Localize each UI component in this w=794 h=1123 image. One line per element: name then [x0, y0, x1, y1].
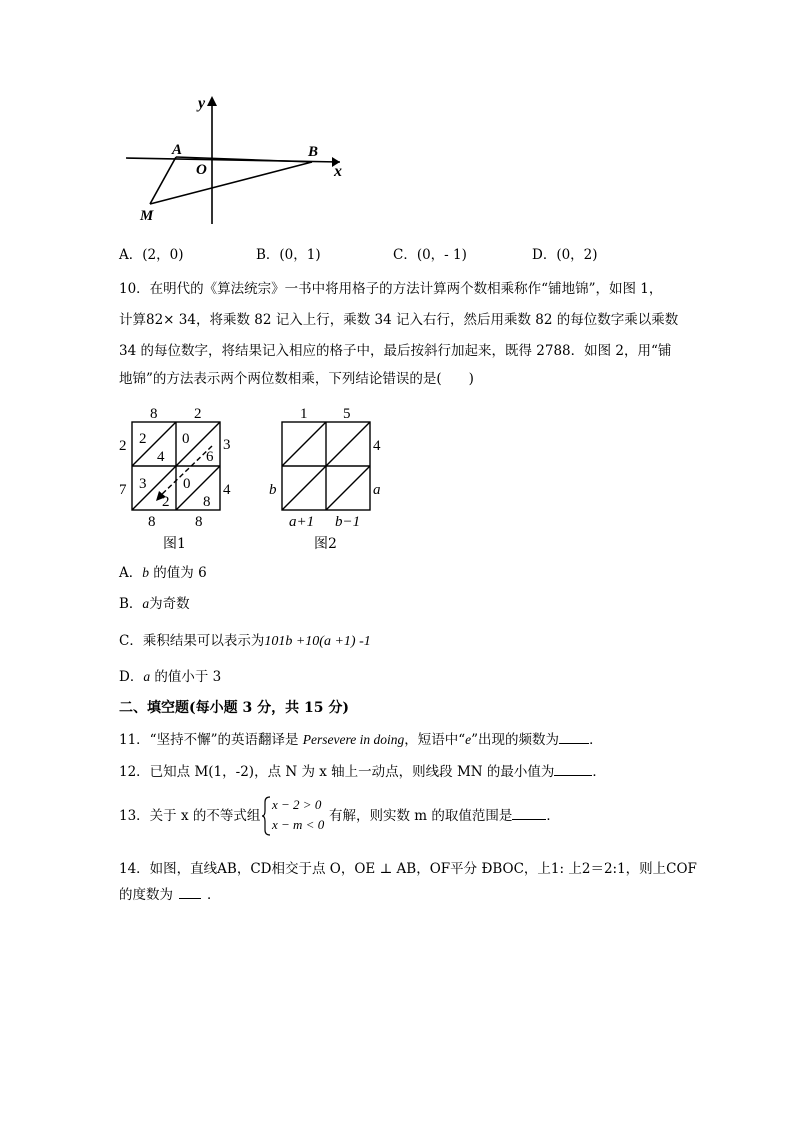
right-digit-1: 3: [223, 437, 231, 453]
right-digit-top: 4: [373, 438, 381, 454]
inequality-2: x − m < 0: [272, 817, 325, 832]
lattice-figure-1: [112, 402, 242, 554]
label-x: x: [334, 163, 342, 180]
figure-1-caption: 图1: [163, 536, 186, 552]
q10-line-2: 计算82× 34，将乘数 82 记入上行，乘数 34 记入右行，然后用乘数 82 的每位数字乘以乘数: [119, 312, 679, 328]
cell-br-upper: 0: [183, 476, 191, 492]
segment-AM: [150, 157, 176, 204]
label-O: O: [196, 162, 207, 178]
lattice-figure-2: [262, 402, 392, 554]
section-2-heading: 二、填空题(每小题 3 分，共 15 分): [119, 700, 349, 716]
top-digit-1: 8: [150, 406, 158, 422]
figure-2-caption: 图2: [314, 536, 337, 552]
q10-option-c: C．乘积结果可以表示为101b +10(a +1) -1: [119, 633, 371, 649]
product-expression: 101b +10(a +1) -1: [264, 634, 371, 649]
q14-line-2: 的度数为 ．: [119, 884, 221, 905]
q9-coordinate-figure: [118, 92, 358, 232]
q10-option-d: D．a 的值小于 3: [119, 669, 222, 685]
diag-tr: [326, 422, 370, 466]
q11: 11．“坚持不懈”的英语翻译是 Persevere in doing，短语中“e”出现的频数为 ．: [119, 729, 603, 750]
cell-tl-upper: 2: [139, 431, 147, 447]
left-digit-2: 7: [119, 482, 127, 498]
left-var: b: [269, 482, 277, 498]
answer-blank: [559, 729, 589, 744]
segment-MB: [150, 162, 312, 204]
answer-blank: [179, 884, 201, 899]
cell-br-lower: 8: [203, 494, 211, 510]
right-var-bottom: a: [373, 482, 381, 498]
label-B: B: [308, 144, 319, 160]
q13-prefix: 13．关于 x 的不等式组: [119, 808, 261, 824]
q9-option-d: D．(0，2): [532, 247, 598, 263]
top-digit-2: 5: [343, 406, 351, 422]
cell-bl-upper: 3: [139, 476, 147, 492]
label-M: M: [140, 208, 154, 224]
cell-bl-lower: 2: [162, 494, 170, 510]
bottom-expr-1: a+1: [289, 514, 315, 530]
q10-line-1: 10．在明代的《算法统宗》一书中将用格子的方法计算两个数相乘称作“铺地锦”，如图 1，: [119, 281, 663, 297]
inequality-brace: [262, 796, 272, 836]
cell-tr-lower: 6: [206, 449, 214, 465]
top-digit-2: 2: [194, 406, 202, 422]
top-digit-1: 1: [300, 406, 308, 422]
label-y: y: [198, 95, 206, 112]
q10-line-3: 34 的每位数字，将结果记入相应的格子中，最后按斜行加起来，既得 2788．如图 2，用“铺: [119, 343, 672, 359]
q12: 12．已知点 M(1，-2)，点 N 为 x 轴上一动点，则线段 MN 的最小值为 ．: [119, 761, 606, 782]
inequality-1: x − 2 > 0: [272, 797, 322, 812]
q13-suffix: 有解，则实数 m 的取值范围是 ．: [329, 808, 560, 824]
right-digit-2: 4: [223, 482, 231, 498]
answer-blank: [512, 811, 546, 820]
diag-bl: [282, 466, 326, 510]
bottom-digit-2: 8: [195, 514, 203, 530]
cell-tl-lower: 4: [157, 449, 165, 465]
cell-tr-upper: 0: [182, 431, 190, 447]
answer-blank: [554, 761, 592, 776]
q14-line-1: 14．如图，直线AB，CD相交于点 O，OE ⊥ AB，OF平分 ÐBOC，上1: 上2＝2:1，则上COF: [119, 861, 697, 877]
label-A: A: [172, 142, 183, 158]
q10-option-a: A．b 的值为 6: [119, 565, 207, 581]
bottom-expr-2: b−1: [335, 514, 361, 530]
q9-option-a: A．(2，0): [119, 247, 184, 263]
diag-tl: [282, 422, 326, 466]
q10-option-b: B．a为奇数: [119, 596, 190, 612]
q9-option-b: B．(0，1): [256, 247, 321, 263]
q10-line-4: 地锦”的方法表示两个两位数相乘，下列结论错误的是( ): [119, 371, 474, 387]
diag-br: [326, 466, 370, 510]
q9-option-c: C．(0，- 1): [393, 247, 467, 263]
y-axis-arrow: [207, 96, 217, 106]
left-digit-1: 2: [119, 438, 127, 454]
bottom-digit-1: 8: [148, 514, 156, 530]
